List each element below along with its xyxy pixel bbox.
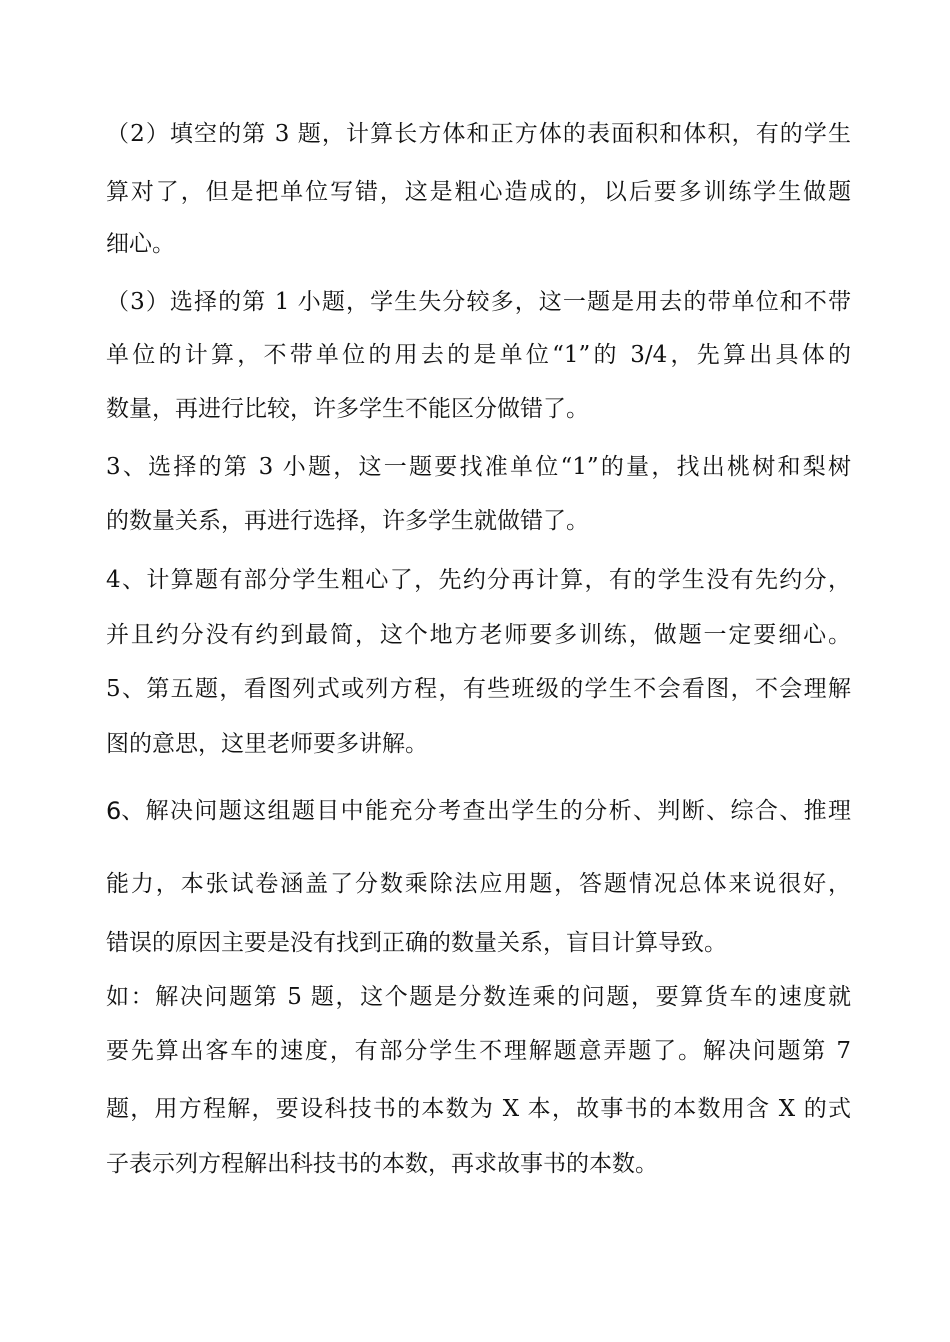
text-line: （3）选择的第 1 小题，学生失分较多，这一题是用去的带单位和不带 <box>106 289 851 315</box>
text-line: 单位的计算，不带单位的用去的是单位“1”的 3/4，先算出具体的 <box>106 342 851 368</box>
text-line: （2）填空的第 3 题，计算长方体和正方体的表面积和体积，有的学生 <box>106 121 851 147</box>
text-line: 能力，本张试卷涵盖了分数乘除法应用题，答题情况总体来说很好， <box>106 871 851 897</box>
text-line: 要先算出客车的速度，有部分学生不理解题意弄题了。解决问题第 7 <box>106 1038 851 1064</box>
text-line: 3、选择的第 3 小题，这一题要找准单位“1”的量，找出桃树和梨树 <box>106 454 851 480</box>
text-line: 4、计算题有部分学生粗心了，先约分再计算，有的学生没有先约分， <box>106 567 851 593</box>
text-line: 如：解决问题第 5 题，这个题是分数连乘的问题，要算货车的速度就 <box>106 984 851 1010</box>
text-line: 数量，再进行比较，许多学生不能区分做错了。 <box>106 396 589 422</box>
text-line: 题，用方程解，要设科技书的本数为 X 本，故事书的本数用含 X 的式 <box>106 1096 851 1122</box>
text-line: 子表示列方程解出科技书的本数，再求故事书的本数。 <box>106 1151 658 1177</box>
text-line: 5、第五题，看图列式或列方程，有些班级的学生不会看图，不会理解 <box>106 676 851 702</box>
text-line-6 <box>106 796 851 826</box>
text-line: 并且约分没有约到最简，这个地方老师要多训练，做题一定要细心。 <box>106 622 851 648</box>
text-line-content: 、解决问题这组题目中能充分考查出学生的分析、判断、综合、推理 <box>121 798 851 824</box>
text-line: 的数量关系，再进行选择，许多学生就做错了。 <box>106 508 589 534</box>
text-line: 细心。 <box>106 231 175 257</box>
text-line: 图的意思，这里老师要多讲解。 <box>106 731 428 757</box>
text-line: 错误的原因主要是没有找到正确的数量关系，盲目计算导致。 <box>106 930 727 956</box>
text-line: 算对了，但是把单位写错，这是粗心造成的，以后要多训练学生做题 <box>106 179 851 205</box>
item-number: 6 <box>106 797 122 825</box>
